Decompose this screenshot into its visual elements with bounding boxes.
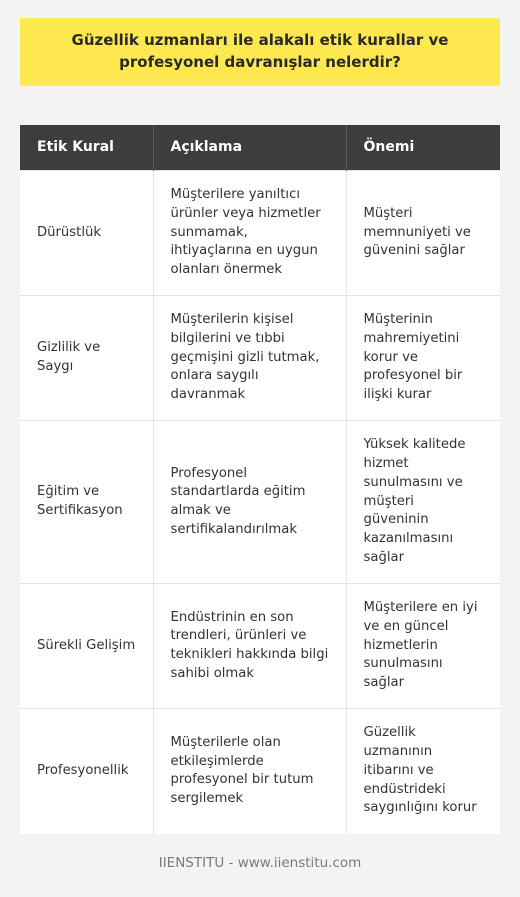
description-cell: Müşterilerin kişisel bilgilerini ve tıbbi geçmişini gizli tutmak, onlara saygılı davranmak [153, 296, 346, 421]
description-cell: Müşterilerle olan etkileşimlerde profesyonel bir tutum sergilemek [153, 709, 346, 834]
page-title [20, 18, 500, 86]
rule-cell: Gizlilik ve Saygı [20, 296, 153, 421]
header-description: Açıklama [153, 125, 346, 171]
importance-cell: Yüksek kalitede hizmet sunulmasını ve müşteri güveninin kazanılmasını sağlar [346, 421, 500, 584]
importance-cell: Müşterinin mahremiyetini korur ve profesyonel bir ilişki kurar [346, 296, 500, 421]
table-row [20, 171, 500, 296]
description-cell: Profesyonel standartlarda eğitim almak ve sertifikalandırılmak [153, 421, 346, 584]
description-cell: Endüstrinin en son trendleri, ürünleri ve teknikleri hakkında bilgi sahibi olmak [153, 584, 346, 709]
header-rule: Etik Kural [20, 125, 153, 171]
rule-cell: Sürekli Gelişim [20, 584, 153, 709]
ethics-table [20, 125, 500, 834]
table-row [20, 421, 500, 584]
table-row [20, 584, 500, 709]
header-importance: Önemi [346, 125, 500, 171]
table-header-row [20, 125, 500, 171]
rule-cell: Profesyonellik [20, 709, 153, 834]
footer-credit: IIENSTITU - www.iienstitu.com [158, 855, 362, 871]
description-cell: Müşterilere yanıltıcı ürünler veya hizmetler sunmamak, ihtiyaçlarına en uygun olanları önermek [153, 171, 346, 296]
importance-cell: Müşterilere en iyi ve en güncel hizmetlerin sunulmasını sağlar [346, 584, 500, 709]
rule-cell: Eğitim ve Sertifikasyon [20, 421, 153, 584]
table-row [20, 709, 500, 834]
importance-cell: Güzellik uzmanının itibarını ve endüstrideki saygınlığını korur [346, 709, 500, 834]
importance-cell: Müşteri memnuniyeti ve güvenini sağlar [346, 171, 500, 296]
page-title-text: Güzellik uzmanları ile alakalı etik kurallar ve profesyonel davranışlar nelerdir? [71, 31, 449, 71]
table-row [20, 296, 500, 421]
rule-cell: Dürüstlük [20, 171, 153, 296]
